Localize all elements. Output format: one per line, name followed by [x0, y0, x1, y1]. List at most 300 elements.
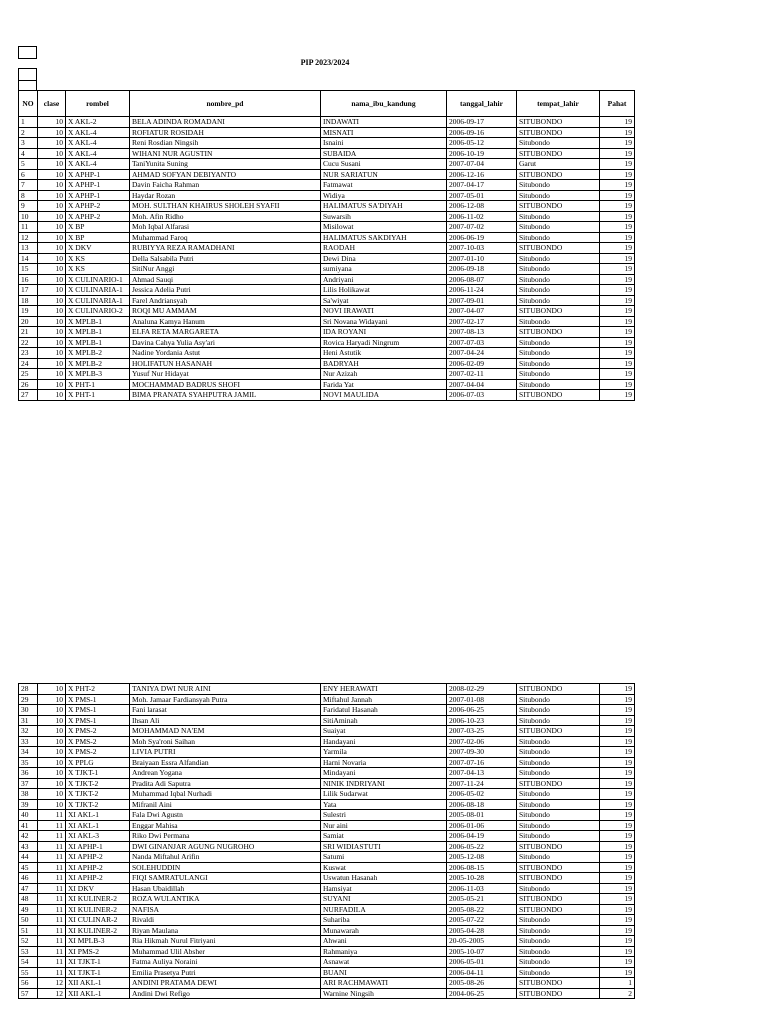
cell-nombre-pd[interactable]: DWI GINANJAR AGUNG NUGROHO — [130, 841, 321, 852]
cell-rombel[interactable]: XI KULINER-2 — [66, 894, 130, 905]
cell-no[interactable]: 27 — [19, 390, 38, 401]
header-tanggal-lahir[interactable]: tanggal_lahir — [447, 91, 517, 117]
cell-nama-ibu[interactable]: NURFADILA — [321, 904, 447, 915]
cell-pahat[interactable]: 19 — [600, 789, 635, 800]
cell-tempat-lahir[interactable]: SITUBONDO — [517, 327, 600, 338]
cell-tempat-lahir[interactable]: Situbondo — [517, 915, 600, 926]
cell-pahat[interactable]: 19 — [600, 841, 635, 852]
cell-tempat-lahir[interactable]: SITUBONDO — [517, 169, 600, 180]
cell-clase[interactable]: 10 — [38, 358, 66, 369]
cell-tempat-lahir[interactable]: SITUBONDO — [517, 894, 600, 905]
cell-tempat-lahir[interactable]: SITUBONDO — [517, 841, 600, 852]
cell-pahat[interactable]: 19 — [600, 264, 635, 275]
cell-pahat[interactable]: 19 — [600, 222, 635, 233]
cell-nama-ibu[interactable]: Misilowat — [321, 222, 447, 233]
cell-rombel[interactable]: X TJKT-2 — [66, 789, 130, 800]
header-nombre-pd[interactable]: nombre_pd — [130, 91, 321, 117]
cell-rombel[interactable]: X PHT-2 — [66, 684, 130, 695]
cell-clase[interactable]: 10 — [38, 180, 66, 191]
cell-nombre-pd[interactable]: WIHANI NUR AGUSTIN — [130, 148, 321, 159]
cell-tempat-lahir[interactable]: SITUBONDO — [517, 778, 600, 789]
cell-pahat[interactable]: 19 — [600, 253, 635, 264]
cell-clase[interactable]: 11 — [38, 957, 66, 968]
cell-tanggal-lahir[interactable]: 2006-08-15 — [447, 862, 517, 873]
cell-rombel[interactable]: XI TJKT-1 — [66, 967, 130, 978]
cell-nama-ibu[interactable]: Miftahul Jannah — [321, 694, 447, 705]
cell-clase[interactable]: 11 — [38, 841, 66, 852]
cell-clase[interactable]: 10 — [38, 232, 66, 243]
cell-rombel[interactable]: X TJKT-1 — [66, 768, 130, 779]
cell-nama-ibu[interactable]: Faridatul Hasanah — [321, 705, 447, 716]
cell-nama-ibu[interactable]: Widiya — [321, 190, 447, 201]
cell-tanggal-lahir[interactable]: 2006-05-22 — [447, 841, 517, 852]
cell-no[interactable]: 20 — [19, 316, 38, 327]
cell-nombre-pd[interactable]: Muhammad Iqbal Nurhadi — [130, 789, 321, 800]
cell-tanggal-lahir[interactable]: 2007-04-13 — [447, 768, 517, 779]
cell-tanggal-lahir[interactable]: 2005-07-22 — [447, 915, 517, 926]
cell-rombel[interactable]: X PMS-2 — [66, 747, 130, 758]
cell-clase[interactable]: 11 — [38, 894, 66, 905]
cell-pahat[interactable]: 19 — [600, 169, 635, 180]
cell-nama-ibu[interactable]: Handayani — [321, 736, 447, 747]
cell-rombel[interactable]: X MPLB-3 — [66, 369, 130, 380]
cell-rombel[interactable]: X APHP-2 — [66, 201, 130, 212]
cell-tempat-lahir[interactable]: Situbondo — [517, 757, 600, 768]
cell-no[interactable]: 45 — [19, 862, 38, 873]
cell-nama-ibu[interactable]: Nur Azizah — [321, 369, 447, 380]
cell-nombre-pd[interactable]: Riyan Maulana — [130, 925, 321, 936]
cell-no[interactable]: 17 — [19, 285, 38, 296]
cell-rombel[interactable]: X APHP-1 — [66, 180, 130, 191]
cell-no[interactable]: 49 — [19, 904, 38, 915]
cell-tempat-lahir[interactable]: Situbondo — [517, 946, 600, 957]
cell-tempat-lahir[interactable]: SITUBONDO — [517, 390, 600, 401]
cell-clase[interactable]: 10 — [38, 295, 66, 306]
cell-clase[interactable]: 10 — [38, 138, 66, 149]
cell-tanggal-lahir[interactable]: 2006-04-19 — [447, 831, 517, 842]
cell-tanggal-lahir[interactable]: 2005-08-26 — [447, 978, 517, 989]
cell-nombre-pd[interactable]: Analuna Kamya Hanum — [130, 316, 321, 327]
cell-tanggal-lahir[interactable]: 2005-12-08 — [447, 852, 517, 863]
cell-nama-ibu[interactable]: NUR SARIATUN — [321, 169, 447, 180]
cell-nombre-pd[interactable]: Jessica Adelia Putri — [130, 285, 321, 296]
cell-nama-ibu[interactable]: SUYANI — [321, 894, 447, 905]
cell-pahat[interactable]: 19 — [600, 274, 635, 285]
cell-no[interactable]: 22 — [19, 337, 38, 348]
cell-tempat-lahir[interactable]: Situbondo — [517, 295, 600, 306]
cell-clase[interactable]: 10 — [38, 684, 66, 695]
header-rombel[interactable]: rombel — [66, 91, 130, 117]
cell-rombel[interactable]: X CULINARIA-1 — [66, 285, 130, 296]
cell-clase[interactable]: 10 — [38, 726, 66, 737]
cell-nama-ibu[interactable]: BADRYAH — [321, 358, 447, 369]
cell-tempat-lahir[interactable]: SITUBONDO — [517, 127, 600, 138]
cell-no[interactable]: 50 — [19, 915, 38, 926]
cell-pahat[interactable]: 19 — [600, 379, 635, 390]
cell-nombre-pd[interactable]: BIMA PRANATA SYAHPUTRA JAMIL — [130, 390, 321, 401]
cell-no[interactable]: 12 — [19, 232, 38, 243]
cell-nama-ibu[interactable]: NOVI IRAWATI — [321, 306, 447, 317]
cell-tanggal-lahir[interactable]: 2006-11-02 — [447, 211, 517, 222]
cell-nama-ibu[interactable]: INDAWATI — [321, 117, 447, 128]
cell-tempat-lahir[interactable]: Situbondo — [517, 337, 600, 348]
cell-no[interactable]: 42 — [19, 831, 38, 842]
cell-rombel[interactable]: X TJKT-2 — [66, 778, 130, 789]
cell-pahat[interactable]: 19 — [600, 925, 635, 936]
cell-pahat[interactable]: 19 — [600, 778, 635, 789]
cell-pahat[interactable]: 19 — [600, 799, 635, 810]
cell-clase[interactable]: 10 — [38, 201, 66, 212]
cell-tempat-lahir[interactable]: SITUBONDO — [517, 904, 600, 915]
cell-nama-ibu[interactable]: NOVI MAULIDA — [321, 390, 447, 401]
cell-nombre-pd[interactable]: ROZA WULANTIKA — [130, 894, 321, 905]
cell-no[interactable]: 11 — [19, 222, 38, 233]
cell-clase[interactable]: 10 — [38, 159, 66, 170]
cell-pahat[interactable]: 19 — [600, 883, 635, 894]
cell-tanggal-lahir[interactable]: 2007-03-25 — [447, 726, 517, 737]
cell-clase[interactable]: 10 — [38, 222, 66, 233]
cell-pahat[interactable]: 19 — [600, 285, 635, 296]
cell-nama-ibu[interactable]: Rovica Haryadi Ningrum — [321, 337, 447, 348]
cell-pahat[interactable]: 19 — [600, 831, 635, 842]
cell-nama-ibu[interactable]: Andriyani — [321, 274, 447, 285]
cell-tempat-lahir[interactable]: Situbondo — [517, 957, 600, 968]
header-tempat-lahir[interactable]: tempat_lahir — [517, 91, 600, 117]
cell-rombel[interactable]: X BP — [66, 222, 130, 233]
cell-no[interactable]: 19 — [19, 306, 38, 317]
cell-rombel[interactable]: X PHT-1 — [66, 379, 130, 390]
cell-nama-ibu[interactable]: RAODAH — [321, 243, 447, 254]
cell-pahat[interactable]: 19 — [600, 904, 635, 915]
cell-nama-ibu[interactable]: Asnawat — [321, 957, 447, 968]
cell-tempat-lahir[interactable]: Situbondo — [517, 180, 600, 191]
cell-nama-ibu[interactable]: sumiyana — [321, 264, 447, 275]
cell-no[interactable]: 21 — [19, 327, 38, 338]
cell-pahat[interactable]: 19 — [600, 390, 635, 401]
cell-tempat-lahir[interactable]: Situbondo — [517, 285, 600, 296]
cell-clase[interactable]: 11 — [38, 810, 66, 821]
cell-clase[interactable]: 12 — [38, 978, 66, 989]
cell-nama-ibu[interactable]: Nur aini — [321, 820, 447, 831]
cell-nombre-pd[interactable]: Andini Dwi Refigo — [130, 988, 321, 999]
cell-nombre-pd[interactable]: Braiyaan Essra Alfandian — [130, 757, 321, 768]
cell-no[interactable]: 48 — [19, 894, 38, 905]
cell-clase[interactable]: 10 — [38, 757, 66, 768]
cell-tanggal-lahir[interactable]: 2005-10-28 — [447, 873, 517, 884]
cell-tempat-lahir[interactable]: Situbondo — [517, 138, 600, 149]
cell-pahat[interactable]: 19 — [600, 190, 635, 201]
cell-clase[interactable]: 10 — [38, 736, 66, 747]
cell-clase[interactable]: 12 — [38, 988, 66, 999]
cell-rombel[interactable]: X BP — [66, 232, 130, 243]
cell-no[interactable]: 16 — [19, 274, 38, 285]
cell-rombel[interactable]: X MPLB-2 — [66, 358, 130, 369]
cell-nombre-pd[interactable]: Davin Faicha Rahman — [130, 180, 321, 191]
cell-rombel[interactable]: X AKL-4 — [66, 148, 130, 159]
cell-nama-ibu[interactable]: Suaiyat — [321, 726, 447, 737]
cell-nombre-pd[interactable]: HOLIFATUN HASANAH — [130, 358, 321, 369]
cell-clase[interactable]: 10 — [38, 253, 66, 264]
cell-pahat[interactable]: 19 — [600, 243, 635, 254]
cell-pahat[interactable]: 19 — [600, 211, 635, 222]
cell-clase[interactable]: 11 — [38, 925, 66, 936]
cell-clase[interactable]: 10 — [38, 768, 66, 779]
cell-rombel[interactable]: X KS — [66, 253, 130, 264]
cell-tanggal-lahir[interactable]: 2006-06-19 — [447, 232, 517, 243]
cell-tempat-lahir[interactable]: SITUBONDO — [517, 117, 600, 128]
cell-clase[interactable]: 10 — [38, 274, 66, 285]
cell-tempat-lahir[interactable]: Situbondo — [517, 831, 600, 842]
cell-nama-ibu[interactable]: Warnine Ningsih — [321, 988, 447, 999]
cell-nombre-pd[interactable]: FIQI SAMRATULANGI — [130, 873, 321, 884]
cell-rombel[interactable]: XI APHP-2 — [66, 862, 130, 873]
cell-tempat-lahir[interactable]: Situbondo — [517, 705, 600, 716]
cell-clase[interactable]: 10 — [38, 705, 66, 716]
cell-tanggal-lahir[interactable]: 2007-02-06 — [447, 736, 517, 747]
cell-tanggal-lahir[interactable]: 2006-09-16 — [447, 127, 517, 138]
cell-clase[interactable]: 10 — [38, 285, 66, 296]
cell-nombre-pd[interactable]: RUBIYYA REZA RAMADHANI — [130, 243, 321, 254]
cell-rombel[interactable]: X PMS-2 — [66, 726, 130, 737]
cell-clase[interactable]: 10 — [38, 211, 66, 222]
cell-tanggal-lahir[interactable]: 2007-07-03 — [447, 337, 517, 348]
cell-clase[interactable]: 11 — [38, 820, 66, 831]
cell-clase[interactable]: 11 — [38, 862, 66, 873]
cell-tanggal-lahir[interactable]: 2007-10-03 — [447, 243, 517, 254]
cell-nombre-pd[interactable]: SitiNur Anggi — [130, 264, 321, 275]
cell-nama-ibu[interactable]: Sri Novana Widayani — [321, 316, 447, 327]
cell-nama-ibu[interactable]: Munawarah — [321, 925, 447, 936]
cell-no[interactable]: 57 — [19, 988, 38, 999]
cell-nombre-pd[interactable]: Emilia Prasetya Putri — [130, 967, 321, 978]
cell-no[interactable]: 34 — [19, 747, 38, 758]
cell-rombel[interactable]: X CULINARIA-1 — [66, 295, 130, 306]
cell-nama-ibu[interactable]: SRI WIDIASTUTI — [321, 841, 447, 852]
cell-pahat[interactable]: 19 — [600, 327, 635, 338]
cell-rombel[interactable]: XI CULINAR-2 — [66, 915, 130, 926]
cell-tempat-lahir[interactable]: Situbondo — [517, 768, 600, 779]
cell-tempat-lahir[interactable]: Situbondo — [517, 211, 600, 222]
cell-rombel[interactable]: X PHT-1 — [66, 390, 130, 401]
cell-nombre-pd[interactable]: Della Salsabila Putri — [130, 253, 321, 264]
header-nama-ibu[interactable]: nama_ibu_kandung — [321, 91, 447, 117]
cell-rombel[interactable]: XI DKV — [66, 883, 130, 894]
cell-no[interactable]: 7 — [19, 180, 38, 191]
cell-no[interactable]: 40 — [19, 810, 38, 821]
cell-pahat[interactable]: 19 — [600, 757, 635, 768]
cell-tanggal-lahir[interactable]: 2004-06-25 — [447, 988, 517, 999]
cell-pahat[interactable]: 19 — [600, 232, 635, 243]
cell-nama-ibu[interactable]: BUANI — [321, 967, 447, 978]
cell-tempat-lahir[interactable]: SITUBONDO — [517, 201, 600, 212]
cell-rombel[interactable]: X CULINARIO-1 — [66, 274, 130, 285]
cell-clase[interactable]: 10 — [38, 190, 66, 201]
cell-nombre-pd[interactable]: TaniYunita Suning — [130, 159, 321, 170]
cell-tanggal-lahir[interactable]: 2008-02-29 — [447, 684, 517, 695]
cell-no[interactable]: 4 — [19, 148, 38, 159]
cell-rombel[interactable]: X MPLB-1 — [66, 337, 130, 348]
cell-nombre-pd[interactable]: NAFISA — [130, 904, 321, 915]
cell-clase[interactable]: 10 — [38, 169, 66, 180]
header-pahat[interactable]: Pahat — [600, 91, 635, 117]
cell-pahat[interactable]: 19 — [600, 138, 635, 149]
cell-pahat[interactable]: 19 — [600, 316, 635, 327]
cell-clase[interactable]: 10 — [38, 747, 66, 758]
cell-rombel[interactable]: XII AKL-1 — [66, 978, 130, 989]
cell-nombre-pd[interactable]: ANDINI PRATAMA DEWI — [130, 978, 321, 989]
cell-rombel[interactable]: XI PMS-2 — [66, 946, 130, 957]
cell-pahat[interactable]: 19 — [600, 820, 635, 831]
cell-nombre-pd[interactable]: Ahmad Sauqi — [130, 274, 321, 285]
cell-clase[interactable]: 10 — [38, 379, 66, 390]
cell-pahat[interactable]: 19 — [600, 736, 635, 747]
cell-clase[interactable]: 10 — [38, 243, 66, 254]
cell-tanggal-lahir[interactable]: 2005-10-07 — [447, 946, 517, 957]
cell-tempat-lahir[interactable]: Situbondo — [517, 799, 600, 810]
cell-tempat-lahir[interactable]: Situbondo — [517, 190, 600, 201]
cell-nama-ibu[interactable]: Sulestri — [321, 810, 447, 821]
cell-no[interactable]: 13 — [19, 243, 38, 254]
cell-rombel[interactable]: XI APHP-2 — [66, 852, 130, 863]
cell-nombre-pd[interactable]: BELA ADINDA ROMADANI — [130, 117, 321, 128]
cell-no[interactable]: 8 — [19, 190, 38, 201]
cell-pahat[interactable]: 19 — [600, 705, 635, 716]
cell-tanggal-lahir[interactable]: 2007-08-13 — [447, 327, 517, 338]
cell-rombel[interactable]: XII AKL-1 — [66, 988, 130, 999]
cell-tempat-lahir[interactable]: Situbondo — [517, 925, 600, 936]
cell-pahat[interactable]: 19 — [600, 957, 635, 968]
cell-tanggal-lahir[interactable]: 2006-09-18 — [447, 264, 517, 275]
cell-tempat-lahir[interactable]: Situbondo — [517, 264, 600, 275]
cell-nombre-pd[interactable]: Fani larasat — [130, 705, 321, 716]
cell-nombre-pd[interactable]: Ria Hikmah Nurul Fitriyani — [130, 936, 321, 947]
cell-pahat[interactable]: 19 — [600, 852, 635, 863]
cell-nama-ibu[interactable]: Samiat — [321, 831, 447, 842]
header-no[interactable]: NO — [19, 91, 38, 117]
cell-tempat-lahir[interactable]: Situbondo — [517, 883, 600, 894]
cell-no[interactable]: 47 — [19, 883, 38, 894]
cell-rombel[interactable]: X MPLB-1 — [66, 316, 130, 327]
cell-nama-ibu[interactable]: Lilik Sudarwat — [321, 789, 447, 800]
cell-clase[interactable]: 11 — [38, 873, 66, 884]
cell-pahat[interactable]: 19 — [600, 915, 635, 926]
cell-pahat[interactable]: 19 — [600, 306, 635, 317]
cell-no[interactable]: 41 — [19, 820, 38, 831]
cell-tanggal-lahir[interactable]: 2006-08-18 — [447, 799, 517, 810]
cell-no[interactable]: 53 — [19, 946, 38, 957]
cell-tempat-lahir[interactable]: Situbondo — [517, 747, 600, 758]
cell-tempat-lahir[interactable]: Situbondo — [517, 789, 600, 800]
cell-nama-ibu[interactable]: Uswatun Hasanah — [321, 873, 447, 884]
cell-tempat-lahir[interactable]: Situbondo — [517, 348, 600, 359]
cell-rombel[interactable]: XI APHP-1 — [66, 841, 130, 852]
cell-pahat[interactable]: 19 — [600, 337, 635, 348]
cell-nama-ibu[interactable]: Satumi — [321, 852, 447, 863]
cell-tanggal-lahir[interactable]: 2006-10-23 — [447, 715, 517, 726]
cell-tempat-lahir[interactable]: Situbondo — [517, 715, 600, 726]
cell-no[interactable]: 33 — [19, 736, 38, 747]
cell-nama-ibu[interactable]: Suwarsih — [321, 211, 447, 222]
cell-clase[interactable]: 11 — [38, 936, 66, 947]
cell-tempat-lahir[interactable]: SITUBONDO — [517, 684, 600, 695]
cell-nombre-pd[interactable]: ELFA RETA MARGARETA — [130, 327, 321, 338]
cell-rombel[interactable]: X CULINARIO-2 — [66, 306, 130, 317]
cell-tempat-lahir[interactable]: Situbondo — [517, 820, 600, 831]
cell-nombre-pd[interactable]: Enggar Mahisa — [130, 820, 321, 831]
cell-nombre-pd[interactable]: LIVIA PUTRI — [130, 747, 321, 758]
cell-pahat[interactable]: 19 — [600, 369, 635, 380]
cell-tanggal-lahir[interactable]: 2006-06-25 — [447, 705, 517, 716]
cell-nombre-pd[interactable]: ROFIATUR ROSIDAH — [130, 127, 321, 138]
cell-pahat[interactable]: 19 — [600, 159, 635, 170]
cell-no[interactable]: 37 — [19, 778, 38, 789]
cell-tempat-lahir[interactable]: Situbondo — [517, 369, 600, 380]
cell-clase[interactable]: 10 — [38, 127, 66, 138]
cell-clase[interactable]: 10 — [38, 715, 66, 726]
cell-rombel[interactable]: X AKL-4 — [66, 159, 130, 170]
cell-nombre-pd[interactable]: Nanda Miftahul Arifin — [130, 852, 321, 863]
cell-nama-ibu[interactable]: Yarmila — [321, 747, 447, 758]
cell-nombre-pd[interactable]: Reni Rosdian Ningsih — [130, 138, 321, 149]
cell-nama-ibu[interactable]: Lilis Holikawat — [321, 285, 447, 296]
cell-rombel[interactable]: X APHP-1 — [66, 169, 130, 180]
cell-tanggal-lahir[interactable]: 20-05-2005 — [447, 936, 517, 947]
cell-clase[interactable]: 11 — [38, 831, 66, 842]
cell-pahat[interactable]: 19 — [600, 936, 635, 947]
cell-rombel[interactable]: X PMS-1 — [66, 694, 130, 705]
cell-nombre-pd[interactable]: Riko Dwi Permana — [130, 831, 321, 842]
cell-pahat[interactable]: 19 — [600, 894, 635, 905]
cell-nama-ibu[interactable]: Heni Astutik — [321, 348, 447, 359]
cell-clase[interactable]: 10 — [38, 778, 66, 789]
cell-tanggal-lahir[interactable]: 2007-07-04 — [447, 159, 517, 170]
cell-nama-ibu[interactable]: Sa'wiyat — [321, 295, 447, 306]
cell-tanggal-lahir[interactable]: 2007-11-24 — [447, 778, 517, 789]
cell-pahat[interactable]: 19 — [600, 967, 635, 978]
cell-rombel[interactable]: XI TJKT-1 — [66, 957, 130, 968]
cell-tempat-lahir[interactable]: SITUBONDO — [517, 148, 600, 159]
cell-nombre-pd[interactable]: Nadine Yordania Astut — [130, 348, 321, 359]
cell-tanggal-lahir[interactable]: 2007-04-17 — [447, 180, 517, 191]
cell-nombre-pd[interactable]: Muhammad Ulil Absher — [130, 946, 321, 957]
cell-tanggal-lahir[interactable]: 2006-11-24 — [447, 285, 517, 296]
cell-pahat[interactable]: 2 — [600, 988, 635, 999]
cell-rombel[interactable]: X PMS-1 — [66, 715, 130, 726]
cell-nama-ibu[interactable]: Cucu Susani — [321, 159, 447, 170]
cell-rombel[interactable]: X TJKT-2 — [66, 799, 130, 810]
cell-rombel[interactable]: X MPLB-2 — [66, 348, 130, 359]
cell-nama-ibu[interactable]: Suhariba — [321, 915, 447, 926]
cell-nama-ibu[interactable]: Kuswat — [321, 862, 447, 873]
cell-tanggal-lahir[interactable]: 2007-05-01 — [447, 190, 517, 201]
cell-tanggal-lahir[interactable]: 2006-12-16 — [447, 169, 517, 180]
cell-rombel[interactable]: X PMS-1 — [66, 705, 130, 716]
cell-nama-ibu[interactable]: Rahmaniya — [321, 946, 447, 957]
cell-tanggal-lahir[interactable]: 2007-01-08 — [447, 694, 517, 705]
cell-tanggal-lahir[interactable]: 2006-02-09 — [447, 358, 517, 369]
cell-no[interactable]: 43 — [19, 841, 38, 852]
cell-no[interactable]: 46 — [19, 873, 38, 884]
cell-no[interactable]: 31 — [19, 715, 38, 726]
cell-no[interactable]: 55 — [19, 967, 38, 978]
cell-tempat-lahir[interactable]: SITUBONDO — [517, 243, 600, 254]
cell-tempat-lahir[interactable]: Situbondo — [517, 222, 600, 233]
cell-no[interactable]: 23 — [19, 348, 38, 359]
cell-tempat-lahir[interactable]: Situbondo — [517, 736, 600, 747]
cell-rombel[interactable]: X MPLB-1 — [66, 327, 130, 338]
cell-clase[interactable]: 10 — [38, 789, 66, 800]
cell-nama-ibu[interactable]: MISNATI — [321, 127, 447, 138]
